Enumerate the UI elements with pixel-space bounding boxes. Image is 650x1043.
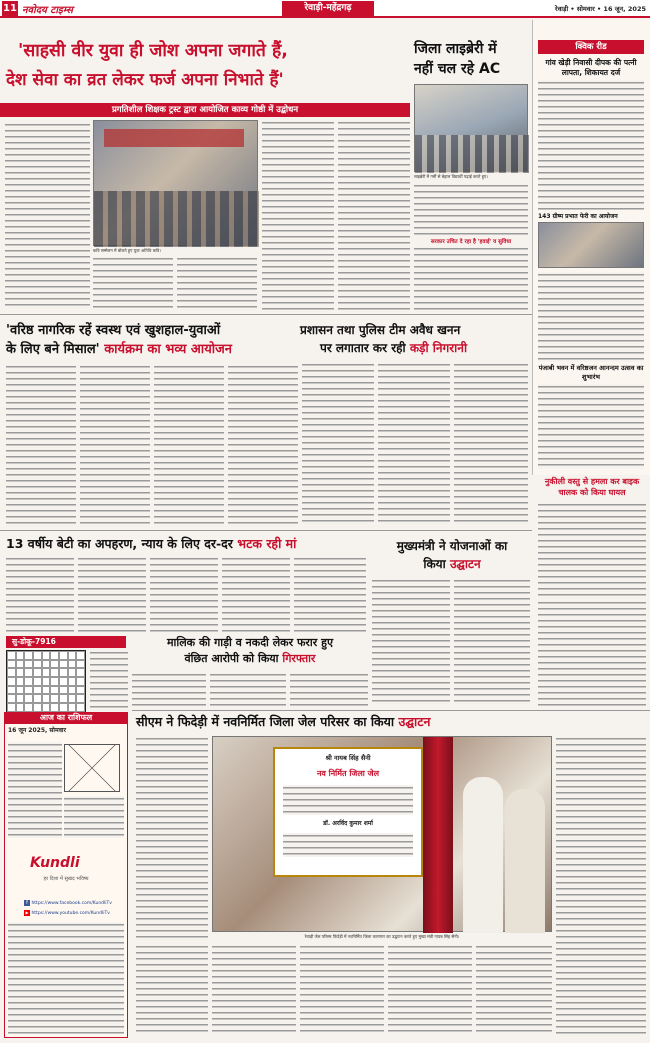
divider-1 [0,314,532,315]
lead-column-1 [5,122,90,310]
kidnap-headline [6,536,366,552]
kidnap-column-4 [222,556,290,632]
quick-read-photo [538,222,644,268]
rashifal-text-3 [8,922,124,1034]
youtube-icon: ▶ [25,910,29,915]
police-headline-2 [320,340,532,356]
car-theft-headline-1: मालिक की गाड़ी व नकदी लेकर फरार हुए [166,636,334,649]
reading-tables [415,135,529,173]
kidnap-headline-a: 13 वर्षीय बेटी का अपहरण, न्याय के लिए दर-दर [6,536,233,551]
facebook-url: https://www.facebook.com/KundliTv [31,901,112,906]
car-theft-headline-2a: वंछित आरोपी को किया [184,652,279,665]
senior-column-1 [6,364,76,526]
senior-headline-2b: कार्यक्रम का भव्य आयोजन [104,342,232,357]
quick-read-label: क्विक रीड [538,40,644,54]
lead-kicker: प्रगतिशील शिक्षक ट्रस्ट द्वारा आयोजित काव्य गोष्ठी में उद्बोधन [0,103,410,117]
senior-headline-2 [6,341,291,358]
page-number: 11 [3,3,17,14]
kidnap-column-5 [294,556,366,632]
quick-read-text-3 [538,384,644,469]
facebook-icon: f [24,900,30,906]
official-figure [505,789,545,933]
cm-figure [463,777,503,933]
cm-yojana-headline-2a: किया [423,557,446,571]
car-theft-headline-2 [132,652,368,666]
kundli-youtube[interactable] [24,910,124,916]
jail-column-1 [136,736,208,940]
red-curtain [423,737,453,933]
kundli-logo [30,852,106,874]
lead-photo-caption: कवि सम्मेलन में बोलते हुए युवा अतिथि कवि। [93,248,161,253]
car-theft-headline-2b: गिरफ्तार [282,652,316,665]
cm-yojana-headline-1: मुख्यमंत्री ने योजनाओं का [396,539,508,553]
quick-read-text-4 [538,502,646,598]
library-headline-2: नहीं चल रहे AC [414,61,501,77]
jail-column-4 [300,944,384,1036]
rashifal-label: आज का राशिफल [4,712,128,724]
kidnap-column-1 [6,556,74,632]
library-subhead: सरकार उचित दे रहा है 'हवाई' व सुविधा [430,239,512,245]
quick-read-text-5 [538,600,646,706]
audience [94,191,259,247]
jail-headline-b: उद्घाटन [398,714,431,729]
cm-yojana-headline-2b: उद्घाटन [449,557,481,571]
lead-column-2 [93,256,173,311]
lead-photo [93,120,258,246]
library-photo-caption: लाइब्रेरी में गर्मी से बेहाल विद्यार्थी पढ़ाई करते हुए। [414,174,488,179]
kundli-tagline: हर दिशा में सुखद भविष्य [43,876,89,882]
lead-column-5 [338,120,410,311]
jail-headline [136,714,646,730]
jail-column-6 [476,944,552,1036]
kundli-brand: Kundli [30,855,80,871]
police-headline-1: प्रशासन तथा पुलिस टीम अवैध खनन [300,323,461,337]
library-headline-1: जिला लाइब्रेरी में [414,41,497,57]
masthead [0,0,650,18]
car-theft-column-3 [290,672,368,708]
senior-column-2 [80,364,150,526]
police-headline-2b: कड़ी निगरानी [409,341,468,355]
car-theft-column-2 [210,672,286,708]
kidnap-column-2 [78,556,146,632]
jail-column-3 [212,944,296,1036]
quick-read-text-1 [538,80,644,210]
rashifal-date: 16 जून 2025, सोमवार [8,727,66,734]
cm-yojana-column-2 [454,578,530,706]
car-theft-column-1 [132,672,206,708]
senior-headline-1: 'वरिष्ठ नागरिक रहें स्वस्थ एवं खुशहाल-युवाओं [6,323,221,338]
library-photo [414,84,528,172]
kidnap-column-3 [150,556,218,632]
rashifal-text-2 [64,796,124,838]
library-text-2 [414,246,528,311]
youtube-url: https://www.youtube.com/KundliTv [31,911,110,916]
quick-read-item-4: नुकीली वस्तु से हमला कर बाइक चालक को किया घायल [544,477,640,497]
jail-column-5 [388,944,472,1036]
kundli-facebook[interactable] [24,900,124,906]
quick-read-item-3: पंजाबी भवन में वरिष्ठजन आनन्दम उत्सव का शुभारंभ [538,364,644,381]
quick-read-item-2: 143 ग्रीष्म प्रभात फेरी का आयोजन [538,213,618,220]
kidnap-headline-b: भटक रही मां [237,536,297,551]
plaque-top: श्री नायब सिंह सैनी [325,754,371,762]
lead-headline-2: देश सेवा का व्रत लेकर फर्ज अपना निभाते हैं' [6,70,284,90]
sudoku-label: सु-डोकू-7916 [6,636,126,648]
senior-column-4 [228,364,298,526]
plaque [273,747,423,877]
rashifal-text-1 [8,742,62,838]
police-column-1 [302,362,374,526]
police-column-3 [454,362,528,526]
library-text-1 [414,183,528,235]
cm-yojana-column-1 [372,578,450,706]
police-column-2 [378,362,450,526]
plaque-name: डॉ. अरविंद कुमार शर्मा [323,820,373,827]
senior-column-3 [154,364,224,526]
jail-column-2 [556,736,646,1036]
jail-column-7 [136,944,208,1036]
quick-read-headline: गांव खेड़ी निवासी दीपक की पत्नी लापता, शिकायत दर्ज [545,58,637,77]
divider-2 [0,530,532,531]
jail-headline-a: सीएम ने फिदेड़ी में नवनिर्मित जिला जेल परिसर का किया [136,714,395,729]
lead-headline-1: 'साहसी वीर युवा ही जोश अपना जगाते हैं, [18,41,288,61]
senior-headline-2a: के लिए बने मिसाल' [6,342,100,357]
cm-yojana-headline-2 [372,556,532,572]
issue-date: रेवाड़ी • सोमवार • 16 जून, 2025 [555,5,646,13]
quick-read-text-2 [538,272,644,362]
lead-column-4 [262,120,334,311]
paper-name: नवोदय टाइम्स [22,5,73,16]
lead-column-3 [177,256,257,311]
plaque-text-2 [283,833,413,857]
jail-photo-caption: रेवाड़ी जेल परिसर फिदेड़ी में नवनिर्मित जिला कारागार का उद्घाटन करते हुए मुख्य मंत्री नायब सिंह सैनी। [304,934,460,939]
plaque-text [283,785,413,815]
stage-banner [104,129,244,147]
plaque-title: नव निर्मित जिला जेल [316,769,380,778]
police-headline-2a: पर लगातार कर रही [320,341,406,355]
section-label: रेवाड़ी-महेंद्रगढ़ [282,1,374,16]
divider-3 [132,710,650,711]
horoscope-chart [64,744,120,792]
jail-photo [212,736,552,932]
